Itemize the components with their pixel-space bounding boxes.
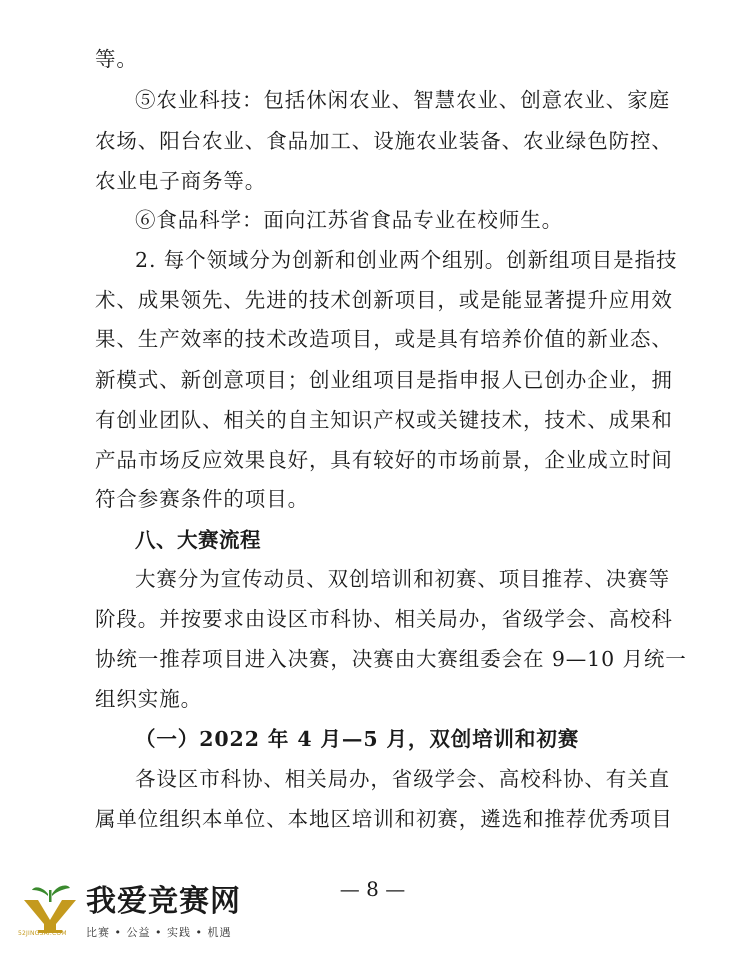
- subsection-heading: [0, 724, 745, 754]
- page-number: — 8 —: [339, 877, 406, 901]
- text-line-content: ⑥食品科学：面向江苏省食品专业在校师生。: [135, 208, 563, 232]
- text-line: [0, 285, 745, 315]
- text-line-content: 各设区市科协、相关局办，省级学会、高校科协、有关直: [135, 767, 670, 791]
- subsection-heading-text: （一）2022 年 4 月—5 月，双创培训和初赛: [135, 727, 580, 751]
- text-line: [0, 365, 745, 395]
- text-line: [0, 564, 745, 594]
- section-heading: [0, 525, 745, 555]
- text-line: [0, 405, 745, 435]
- text-line: [0, 44, 745, 74]
- section-heading-text: 八、大赛流程: [135, 528, 261, 552]
- text-line: [0, 445, 745, 475]
- text-line-content: 等。: [95, 47, 138, 71]
- text-line-content: 2. 每个领域分为创新和创业两个组别。创新组项目是指技: [135, 248, 678, 272]
- text-line-content: 果、生产效率的技术改造项目，或是具有培养价值的新业态、: [95, 327, 673, 351]
- text-line: [0, 644, 745, 674]
- text-line-content: 协统一推荐项目进入决赛，决赛由大赛组委会在 9—10 月统一: [95, 647, 687, 671]
- text-line: [0, 804, 745, 834]
- text-line-content: 阶段。并按要求由设区市科协、相关局办，省级学会、高校科: [95, 607, 673, 631]
- text-line: [0, 166, 745, 196]
- text-line-content: 农业电子商务等。: [95, 169, 267, 193]
- text-line-content: 新模式、新创意项目；创业组项目是指申报人已创办企业，拥: [95, 368, 673, 392]
- text-line-content: 符合参赛条件的项目。: [95, 487, 309, 511]
- text-line-content: 产品市场反应效果良好，具有较好的市场前景，企业成立时间: [95, 448, 673, 472]
- text-line: [0, 604, 745, 634]
- text-line-content: 术、成果领先、先进的技术创新项目，或是能显著提升应用效: [95, 288, 673, 312]
- text-line-content: 组织实施。: [95, 687, 202, 711]
- watermark-url: 52JINGSAI.COM: [18, 930, 67, 937]
- watermark-tagline: 比赛 • 公益 • 实践 • 机遇: [86, 926, 232, 939]
- watermark-logo: [18, 880, 263, 948]
- watermark-name: 我爱竞赛网: [86, 884, 241, 919]
- text-line: [0, 324, 745, 354]
- text-line: [0, 684, 745, 714]
- text-line: [0, 85, 745, 115]
- text-line: [0, 126, 745, 156]
- text-line-content: 属单位组织本单位、本地区培训和初赛，遴选和推荐优秀项目: [95, 807, 673, 831]
- text-line-content: 有创业团队、相关的自主知识产权或关键技术，技术、成果和: [95, 408, 673, 432]
- text-line: [0, 764, 745, 794]
- text-line-content: ⑤农业科技：包括休闲农业、智慧农业、创意农业、家庭: [135, 88, 670, 112]
- text-line: [0, 484, 745, 514]
- text-line-content: 大赛分为宣传动员、双创培训和初赛、项目推荐、决赛等: [135, 567, 670, 591]
- text-line: [0, 245, 745, 275]
- text-line: [0, 205, 745, 235]
- text-line-content: 农场、阳台农业、食品加工、设施农业装备、农业绿色防控、: [95, 129, 673, 153]
